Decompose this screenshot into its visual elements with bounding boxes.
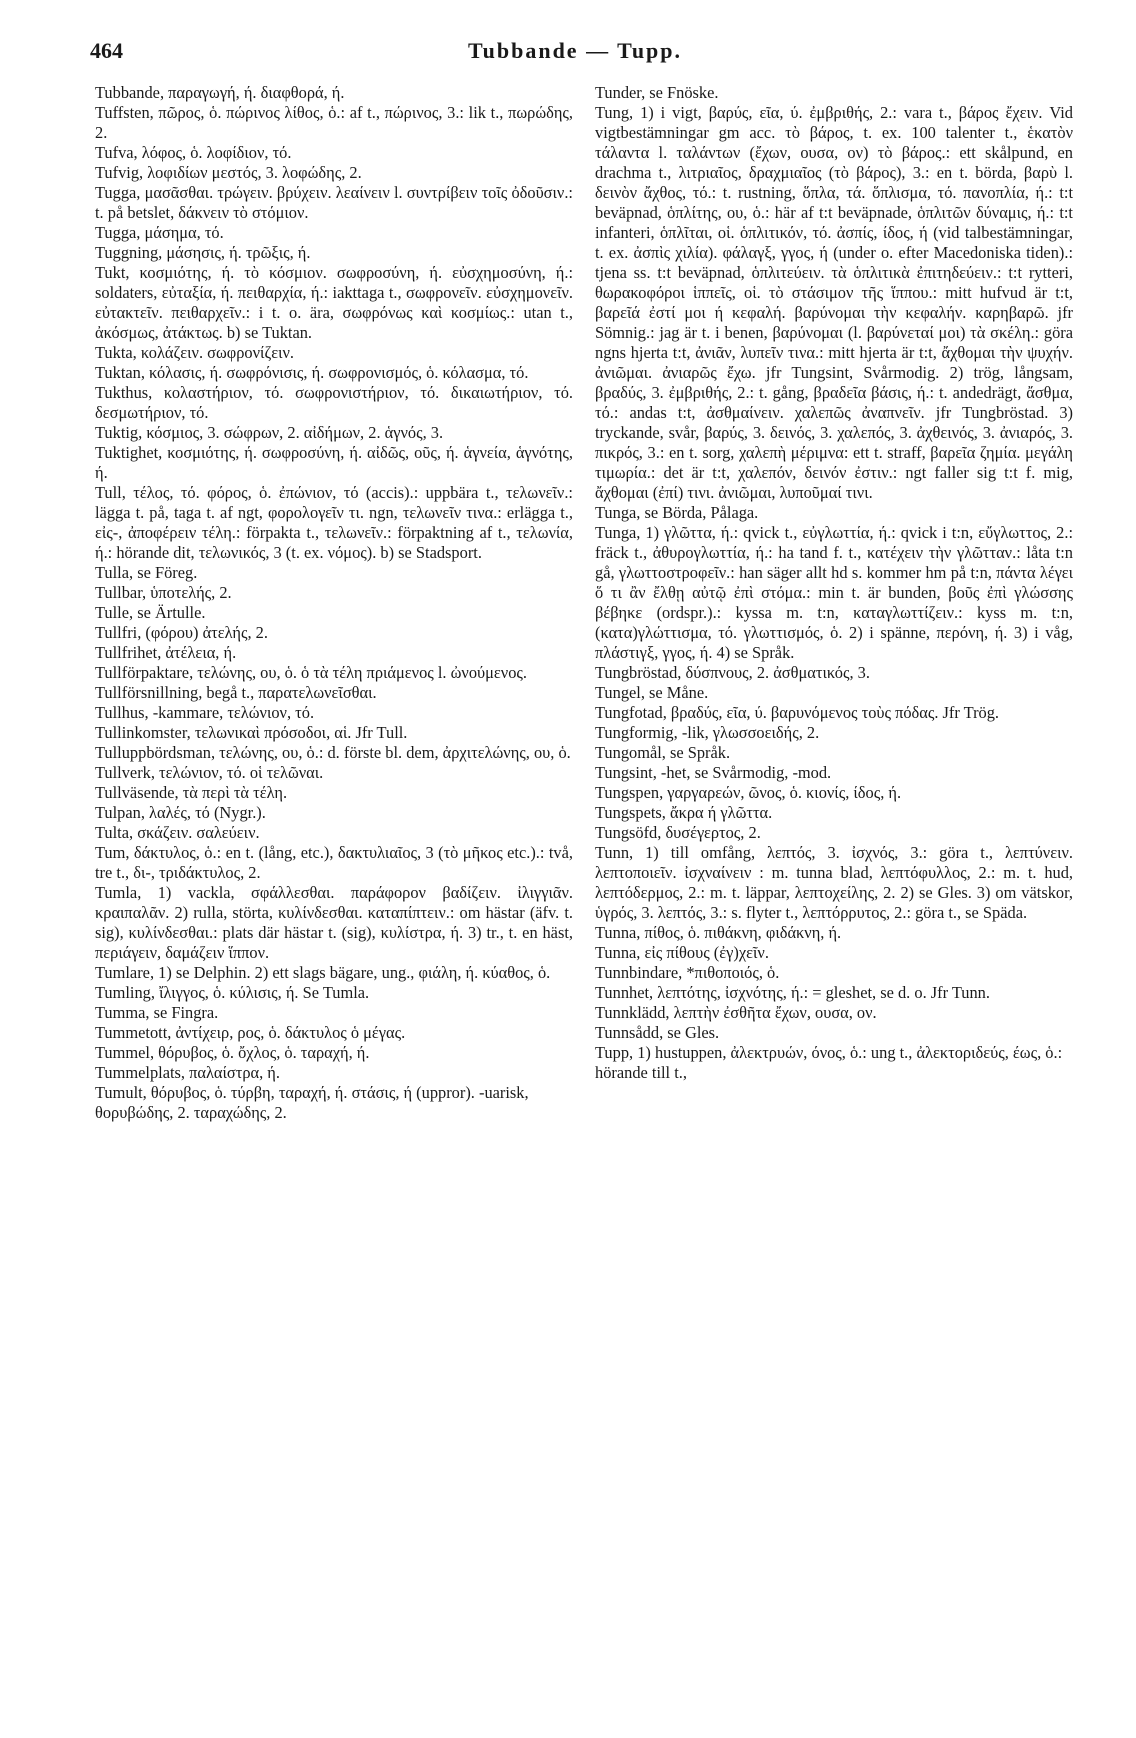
dictionary-entry: Tuffsten, πῶρος, ὁ. πώρινος λίθος, ὁ.: af t., πώρινος, 3.: lik t., πωρώδης, 2.	[95, 103, 573, 142]
dictionary-entry: Tukthus, κολαστήριον, τό. σωφρονιστήριον, τό. δικαιωτήριον, τό. δεσμωτήριον, τό.	[95, 383, 573, 422]
dictionary-entry: Tunder, se Fnöske.	[595, 83, 719, 102]
dictionary-entry: Tummel, θόρυβος, ὁ. ὄχλος, ὁ. ταραχή, ή.	[95, 1043, 370, 1062]
dictionary-entry: Tullhus, -kammare, τελώνιον, τό.	[95, 703, 315, 722]
dictionary-entry: Tullfri, (φόρου) ἀτελής, 2.	[95, 623, 268, 642]
dictionary-entry: Tukt, κοσμιότης, ή. τὸ κόσμιον. σωφροσύνη, ή. εὐσχημοσύνη, ή.: soldaters, εὐταξία, ή. πειθαρχία, ή.: iakttaga t., σωφρονεῖν. εὐσχημονεῖν. εὐτακτεῖν. πειθαρχεῖν.: i t. o. ära, σωφρόνως καὶ κοσμίως.: utan t., ἀκόσμως, ἀτάκτως. b) se Tuktan.	[95, 263, 573, 342]
dictionary-entry: Tull, τέλος, τό. φόρος, ὁ. ἐπώνιον, τό (accis).: uppbära t., τελωνεῖν.: lägga t. på, taga t. af ngt, φορολογεῖν τι. ngn, τελωνεῖν τινα.: erlägga t., εἰς-, ἀποφέρειν τέλη.: förpakta t., τελωνεῖν.: förpaktning af t., τελωνία, ή.: hörande dit, τελωνικός, 3 (t. ex. νόμος). b) se Stadsport.	[95, 483, 573, 562]
dictionary-entry: Tungsint, -het, se Svårmodig, -mod.	[595, 763, 832, 782]
dictionary-entry: Tungspets, ἄκρα ή γλῶττα.	[595, 803, 773, 822]
dictionary-entry: Tullfrihet, ἀτέλεια, ή.	[95, 643, 237, 662]
dictionary-entry: Tunga, se Börda, Pålaga.	[595, 503, 759, 522]
dictionary-entry: Tukta, κολάζειν. σωφρονίζειν.	[95, 343, 295, 362]
right-column	[595, 83, 1073, 1083]
dictionary-entry: Tullbar, ὑποτελής, 2.	[95, 583, 232, 602]
dictionary-entry: Tulle, se Ärtulle.	[95, 603, 206, 622]
dictionary-entry: Tunn, 1) till omfång, λεπτός, 3. ἰσχνός, 3.: göra t., λεπτύνειν. λεπτοποιεῖν. ἰσχναίνειν : m. tunna blad, λεπτόφυλλος, 2.: m. t. hud, λεπτόδερμος, 2.: m. t. läppar, λεπτοχείλης, 2. 2) se Gles. 3) om vätskor, ὑγρός, 3. λεπτός, 3.: s. flyter t., λεπτόρρυτος, 2.: göra t., se Späda.	[595, 843, 1073, 922]
dictionary-entry: Tuktig, κόσμιος, 3. σώφρων, 2. αἰδήμων, 2. ἁγνός, 3.	[95, 423, 444, 442]
dictionary-entry: Tubbande, παραγωγή, ή. διαφθορά, ή.	[95, 83, 345, 102]
dictionary-entry: Tunnklädd, λεπτὴν ἐσθῆτα ἔχων, ουσα, ον.	[595, 1003, 877, 1022]
dictionary-entry: Tullförsnillning, begå t., παρατελωνεῖσθαι.	[95, 683, 377, 702]
dictionary-entry: Tullväsende, τὰ περὶ τὰ τέλη.	[95, 783, 288, 802]
dictionary-entry: Tunnhet, λεπτότης, ἰσχνότης, ή.: = gleshet, se d. o. Jfr Tunn.	[595, 983, 990, 1002]
dictionary-entry: Tung, 1) i vigt, βαρύς, εῖα, ύ. ἐμβριθής, 2.: vara t., βάρος ἔχειν. Vid vigtbestämningar gm acc. τὸ βάρος, t. ex. 100 talenter t., ἑκατὸν τάλαντα l. ταλάντων (ἔχων, ουσα, ον) τὸ βάρος.: ett skålpund, en drachma t., λιτριαῖος, δραχμιαῖος (τὸ βάρος), 3.: en t. börda, βαρὺ l. δεινὸν ἄχθος, τό.: t. rustning, ὅπλα, τά. ὅπλισμα, τό. πανοπλία, ή.: t:t beväpnad, ὁπλίτης, ου, ὁ.: här af t:t beväpnade, ὁπλιτῶν δύναμις, ή.: t:t infanteri, ὁπλῖται, οἱ. ὁπλιτικόν, τό. ἀσπίς, ίδος, ή (vid talbestämningar, t. ex. ἀσπὶς χιλία). φάλαγξ, γγος, ή (under o. efter Macedoniska tiden).: tjena ss. t:t beväpnad, ὁπλιτεύειν. τὰ ὁπλιτικὰ ἐπιτηδεύειν.: t:t rytteri, θωρακοφόροι ἱππεῖς, οἱ. τὸ στάσιμον τῆς ἵππου.: mitt hufvud är t:t, βαρεῖά ἐστί μοι ή κεφαλή. βαρύνομαι τὴν κεφαλήν. καρηβαρῶ. jfr Sömnig.: jag är t. i benen, βαρύνομαι (l. βαρύνεταί μοι) τὰ σκέλη.: göra ngns hjerta t:t, ἀνιᾶν, λυπεῖν τινα.: mitt hjerta är t:t, ἄχθομαι τὴν ψυχήν. ἀνιῶμαι. ἀνιαρῶς ἔχω. jfr Tungsint, Svårmodig. 2) trög, långsam, βραδύς, 3. ἐμβριθής, 2.: t. gång, βραδεῖα βάσις, ή.: t. andedrägt, ἄσθμα, τό.: andas t:t, ἀσθμαίνειν. χαλεπῶς ἀναπνεῖν. jfr Tungbröstad. 3) tryckande, svår, βαρύς, 3. δεινός, 3. χαλεπός, 3. ἀχθεινός, 3. ἀνιαρός, 3. πικρός, 3.: en t. sorg, χαλεπὴ μέριμνα: ett t. straff, βαρεῖα ζημία. μεγάλη τιμωρία.: det är t:t, χαλεπόν, δεινόν ἐστιν.: ngt faller sig t:t f. mig, ἄχθομαι (ἐπί) τινι. ἀνιῶμαι, λυποῦμαί τινι.	[595, 103, 1073, 502]
dictionary-entry: Tungsöfd, δυσέγερτος, 2.	[595, 823, 761, 842]
dictionary-entry: Tungel, se Måne.	[595, 683, 709, 702]
dictionary-entry: Tumlare, 1) se Delphin. 2) ett slags bägare, ung., φιάλη, ή. κύαθος, ὁ.	[95, 963, 551, 982]
dictionary-entry: Tumling, ἴλιγγος, ὁ. κύλισις, ή. Se Tumla.	[95, 983, 370, 1002]
dictionary-entry: Tullförpaktare, τελώνης, ου, ὁ. ὁ τὰ τέλη πριάμενος l. ὠνούμενος.	[95, 663, 527, 682]
dictionary-entry: Tufvig, λοφιδίων μεστός, 3. λοφώδης, 2.	[95, 163, 362, 182]
dictionary-entry: Tumult, θόρυβος, ὁ. τύρβη, ταραχή, ή. στάσις, ή (uppror). -uarisk, θορυβώδης, 2. ταραχώδης, 2.	[95, 1083, 529, 1122]
left-column	[95, 83, 573, 1123]
dictionary-entry: Tumla, 1) vackla, σφάλλεσθαι. παράφορον βαδίζειν. ἰλιγγιᾶν. κραιπαλᾶν. 2) rulla, störta, κυλίνδεσθαι. καταπίπτειν.: om hästar (äfv. t. sig), κυλίνδεσθαι.: plats där hästar t. (sig), κυλίστρα, ή. 3) tr., t. en häst, περιάγειν, δαμάζειν ἵππον.	[95, 883, 573, 962]
dictionary-entry: Tummetott, ἀντίχειρ, ρος, ὁ. δάκτυλος ὁ μέγας.	[95, 1023, 406, 1042]
dictionary-entry: Tungfotad, βραδύς, εῖα, ύ. βαρυνόμενος τοὺς πόδας. Jfr Trög.	[595, 703, 1000, 722]
dictionary-entry: Tuktighet, κοσμιότης, ή. σωφροσύνη, ή. αἰδῶς, οῦς, ή. ἁγνεία, ἁγνότης, ή.	[95, 443, 573, 482]
running-head: Tubbande — Tupp.	[467, 38, 683, 63]
dictionary-entry: Tungbröstad, δύσπνους, 2. ἀσθματικός, 3.	[595, 663, 870, 682]
page-number: 464	[90, 38, 123, 63]
dictionary-entry: Tuggning, μάσησις, ή. τρῶξις, ή.	[95, 243, 311, 262]
dictionary-entry: Tunnbindare, *πιθοποιός, ὁ.	[595, 963, 780, 982]
dictionary-entry: Tulpan, λαλές, τό (Nygr.).	[95, 803, 266, 822]
dictionary-entry: Tupp, 1) hustuppen, ἀλεκτρυών, όνος, ὁ.: ung t., ἀλεκτοριδεύς, έως, ὁ.: hörande till t.,	[595, 1043, 1063, 1082]
dictionary-entry: Tugga, μάσημα, τό.	[95, 223, 224, 242]
dictionary-entry: Tufva, λόφος, ὁ. λοφίδιον, τό.	[95, 143, 292, 162]
dictionary-entry: Tumma, se Fingra.	[95, 1003, 219, 1022]
dictionary-entry: Tulta, σκάζειν. σαλεύειν.	[95, 823, 260, 842]
dictionary-entry: Tum, δάκτυλος, ὁ.: en t. (lång, etc.), δακτυλιαῖος, 3 (τὸ μῆκος etc.).: två, tre t., δι-, τριδάκτυλος, 2.	[95, 843, 573, 882]
dictionary-entry: Tungomål, se Språk.	[595, 743, 731, 762]
dictionary-entry: Tullinkomster, τελωνικαὶ πρόσοδοι, αἱ. Jfr Tull.	[95, 723, 408, 742]
dictionary-entry: Tugga, μασᾶσθαι. τρώγειν. βρύχειν. λεαίνειν l. συντρίβειν τοῖς ὀδοῦσιν.: t. på betslet, δάκνειν τὸ στόμιον.	[95, 183, 573, 222]
dictionary-entry: Tulla, se Föreg.	[95, 563, 198, 582]
dictionary-entry: Tunga, 1) γλῶττα, ή.: qvick t., εὐγλωττία, ή.: qvick i t:n, εὔγλωττος, 2.: fräck t., ἀθυρογλωττία, ή.: ha tand f. t., κατέχειν τὴν γλῶτταν.: låta t:n gå, γλωττοστροφεῖν.: han säger allt hd s. kommer hm på t:n, πάντα λέγει ὅ τι ἂν ἔλθῃ αὐτῷ ἐπὶ στόμα.: min t. är bunden, βοῦς ἐπὶ γλώσσης βέβηκε (ordspr.).: kyssa m. t:n, καταγλωττίζειν.: kyss m. t:n, (κατα)γλώττισμα, τό. γλωττισμός, ὁ. 2) i spänne, περόνη, ή. 3) i våg, πλάστιγξ, γγος, ή. 4) se Språk.	[595, 523, 1073, 662]
dictionary-entry: Tunna, εἰς πίθους (ἐγ)χεῖν.	[595, 943, 769, 962]
dictionary-entry: Tulluppbördsman, τελώνης, ου, ὁ.: d. förste bl. dem, ἀρχιτελώνης, ου, ὁ.	[95, 743, 571, 762]
dictionary-entry: Tunnsådd, se Gles.	[595, 1023, 720, 1042]
dictionary-entry: Tungspen, γαργαρεών, ῶνος, ὁ. κιονίς, ίδος, ή.	[595, 783, 902, 802]
dictionary-entry: Tummelplats, παλαίστρα, ή.	[95, 1063, 280, 1082]
dictionary-entry: Tuktan, κόλασις, ή. σωφρόνισις, ή. σωφρονισμός, ὁ. κόλασμα, τό.	[95, 363, 529, 382]
dictionary-entry: Tunna, πίθος, ὁ. πιθάκνη, φιδάκνη, ή.	[595, 923, 842, 942]
dictionary-entry: Tungformig, -lik, γλωσσοειδής, 2.	[595, 723, 820, 742]
page-header	[90, 38, 1060, 78]
dictionary-entry: Tullverk, τελώνιον, τό. οἱ τελῶναι.	[95, 763, 324, 782]
